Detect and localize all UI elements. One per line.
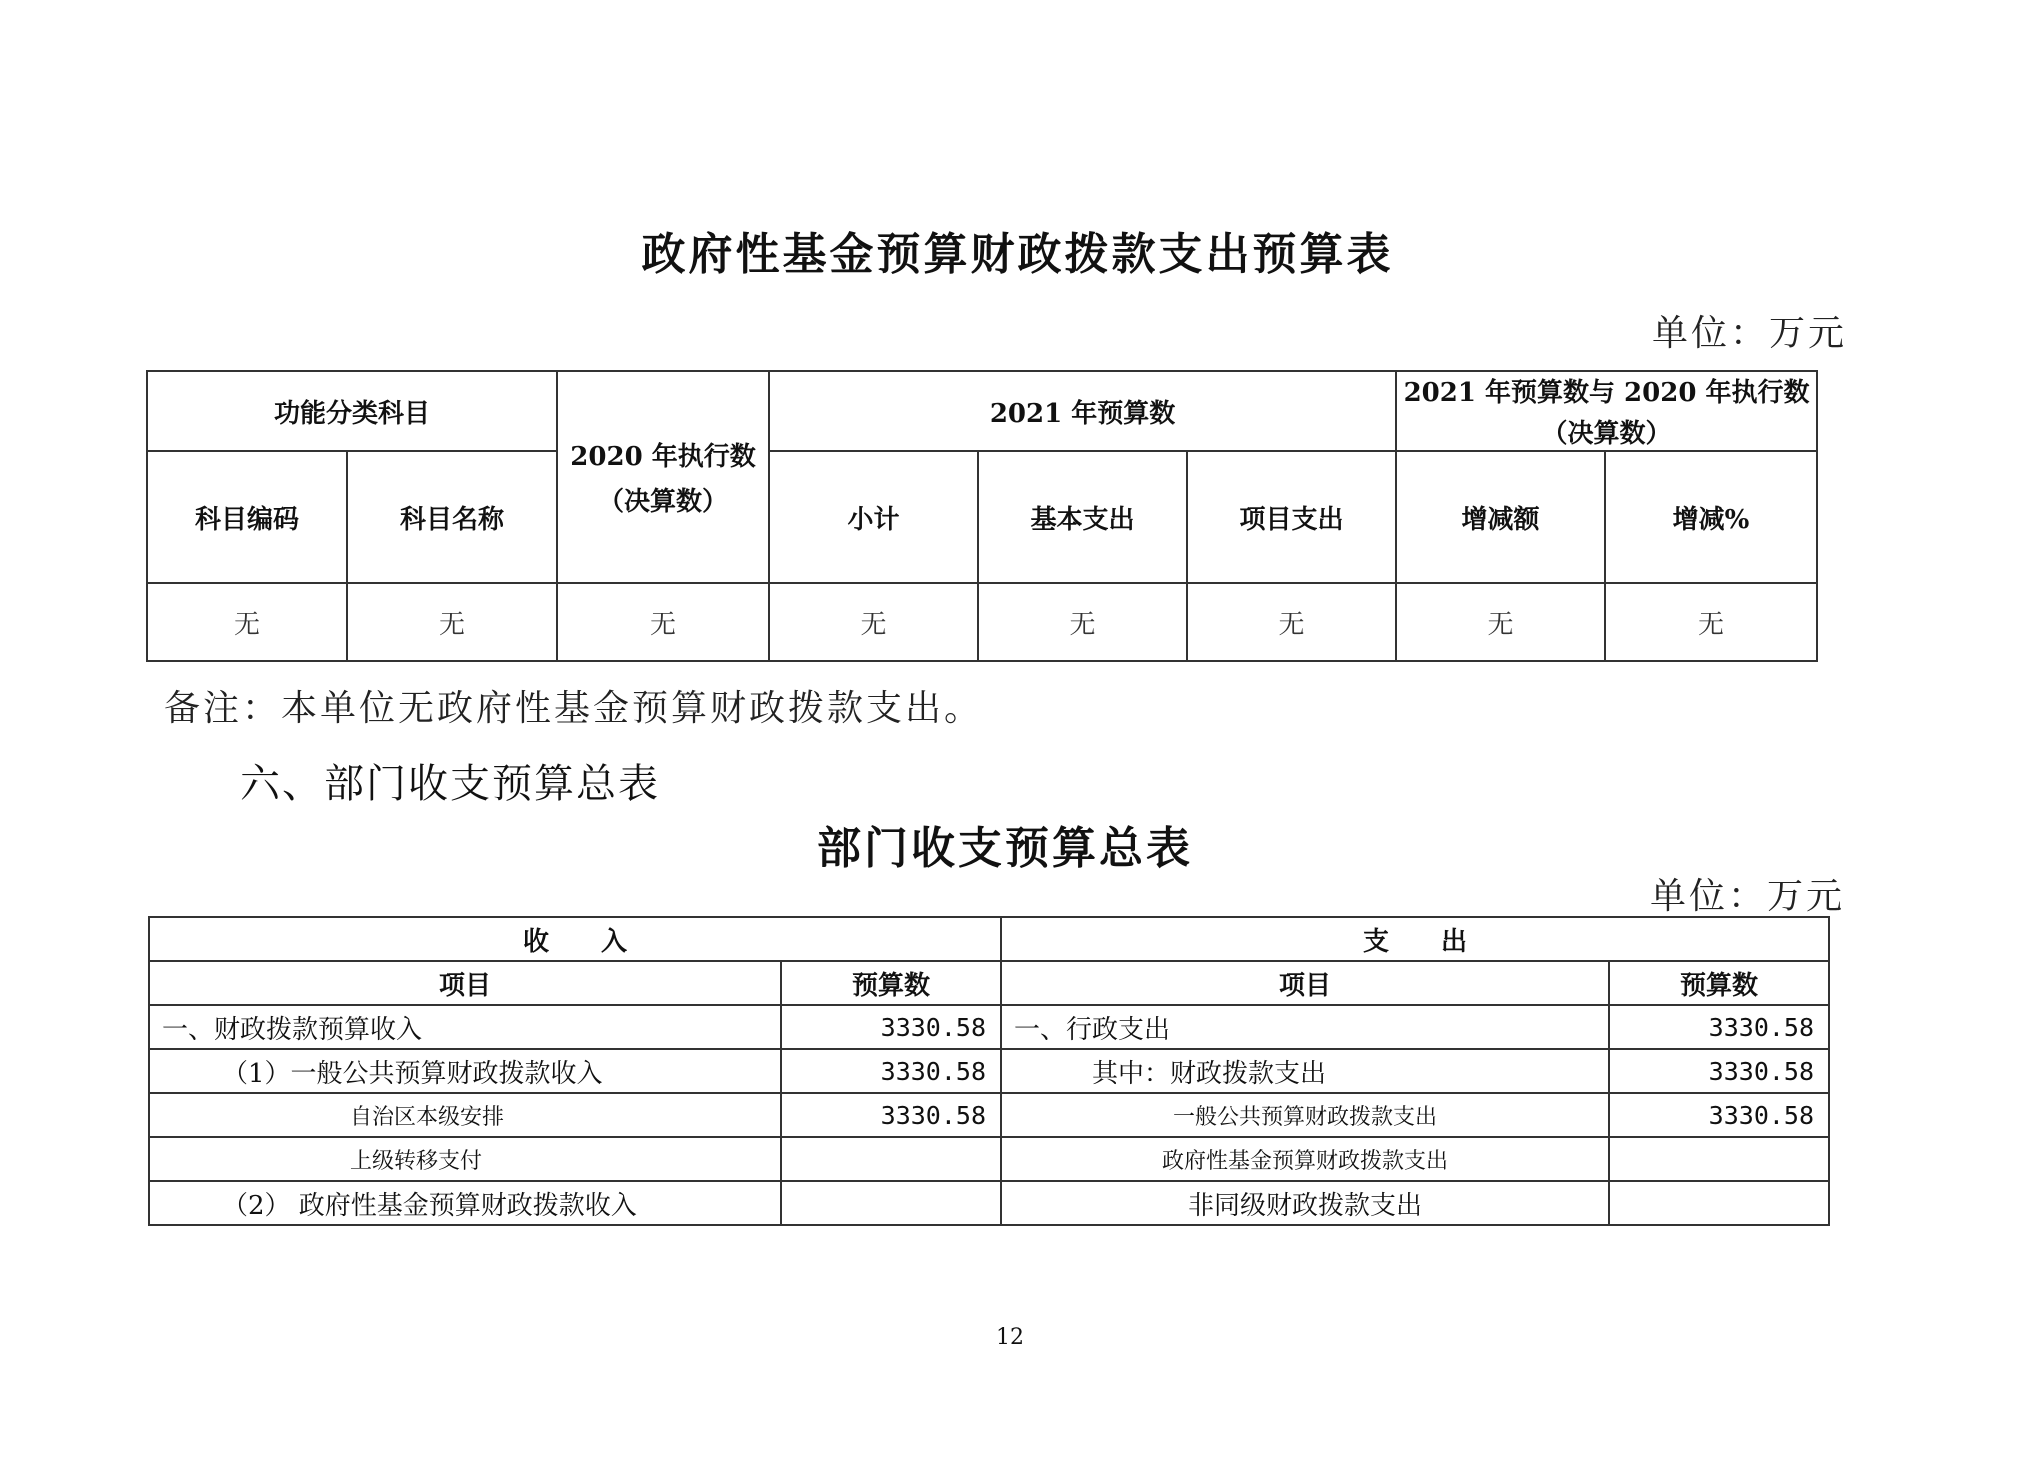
header-compare-line2: （决算数） bbox=[1541, 419, 1672, 449]
header-exec-2020 bbox=[557, 371, 769, 583]
income-value: 3330.58 bbox=[781, 1093, 1001, 1137]
dept-income-expense-table bbox=[148, 916, 1830, 1226]
header-expense-item: 项目 bbox=[1001, 961, 1609, 1005]
expense-value: 3330.58 bbox=[1609, 1093, 1829, 1137]
header-func-class: 功能分类科目 bbox=[147, 371, 557, 451]
cell-code: 无 bbox=[147, 583, 347, 661]
table1-unit: 单位：万元 bbox=[1652, 313, 1848, 354]
expense-item: 非同级财政拨款支出 bbox=[1001, 1181, 1609, 1225]
cell-exec-2020: 无 bbox=[557, 583, 769, 661]
header-budget-2021: 2021 年预算数 bbox=[769, 371, 1396, 451]
table2-title: 部门收支预算总表 bbox=[817, 823, 1193, 874]
cell-subtotal: 无 bbox=[769, 583, 978, 661]
header-project: 项目支出 bbox=[1187, 451, 1396, 583]
cell-basic: 无 bbox=[978, 583, 1187, 661]
expense-item: 一、行政支出 bbox=[1001, 1005, 1609, 1049]
table-row bbox=[149, 1049, 1829, 1093]
income-value: 3330.58 bbox=[781, 1049, 1001, 1093]
expense-item: 其中：财政拨款支出 bbox=[1001, 1049, 1609, 1093]
header-income-item: 项目 bbox=[149, 961, 781, 1005]
expense-item: 政府性基金预算财政拨款支出 bbox=[1001, 1137, 1609, 1181]
income-value: 3330.58 bbox=[781, 1005, 1001, 1049]
income-item: 上级转移支付 bbox=[149, 1137, 781, 1181]
header-income-budget: 预算数 bbox=[781, 961, 1001, 1005]
header-compare-line1: 2021 年预算数与 2020 年执行数 bbox=[1403, 378, 1810, 408]
gov-fund-budget-table bbox=[146, 370, 1818, 662]
table-row bbox=[149, 1137, 1829, 1181]
table-row bbox=[149, 1093, 1829, 1137]
expense-value: 3330.58 bbox=[1609, 1049, 1829, 1093]
table1-title: 政府性基金预算财政拨款支出预算表 bbox=[641, 229, 1394, 280]
income-value bbox=[781, 1181, 1001, 1225]
expense-value: 3330.58 bbox=[1609, 1005, 1829, 1049]
table-row bbox=[147, 583, 1817, 661]
cell-change-amt: 无 bbox=[1396, 583, 1605, 661]
section-heading: 六、部门收支预算总表 bbox=[240, 761, 660, 807]
header-code: 科目编码 bbox=[147, 451, 347, 583]
header-basic: 基本支出 bbox=[978, 451, 1187, 583]
header-compare bbox=[1396, 371, 1817, 451]
page-number: 12 bbox=[996, 1325, 1024, 1350]
expense-value bbox=[1609, 1137, 1829, 1181]
header-exec-2020-line1: 2020 年执行数 bbox=[570, 442, 756, 472]
cell-project: 无 bbox=[1187, 583, 1396, 661]
header-income: 收 入 bbox=[149, 917, 1001, 961]
header-change-pct: 增减% bbox=[1605, 451, 1817, 583]
header-change-amt: 增减额 bbox=[1396, 451, 1605, 583]
table-row bbox=[149, 1181, 1829, 1225]
header-exec-2020-line2: （决算数） bbox=[598, 487, 729, 517]
header-expense: 支 出 bbox=[1001, 917, 1829, 961]
income-item: 自治区本级安排 bbox=[149, 1093, 781, 1137]
table1-note: 备注：本单位无政府性基金预算财政拨款支出。 bbox=[164, 688, 984, 729]
table2-unit: 单位：万元 bbox=[1650, 876, 1846, 917]
expense-value bbox=[1609, 1181, 1829, 1225]
header-expense-budget: 预算数 bbox=[1609, 961, 1829, 1005]
header-subtotal: 小计 bbox=[769, 451, 978, 583]
cell-change-pct: 无 bbox=[1605, 583, 1817, 661]
header-name: 科目名称 bbox=[347, 451, 557, 583]
table-row bbox=[149, 1005, 1829, 1049]
income-value bbox=[781, 1137, 1001, 1181]
cell-name: 无 bbox=[347, 583, 557, 661]
income-item: （2） 政府性基金预算财政拨款收入 bbox=[149, 1181, 781, 1225]
income-item: 一、财政拨款预算收入 bbox=[149, 1005, 781, 1049]
expense-item: 一般公共预算财政拨款支出 bbox=[1001, 1093, 1609, 1137]
income-item: （1）一般公共预算财政拨款收入 bbox=[149, 1049, 781, 1093]
